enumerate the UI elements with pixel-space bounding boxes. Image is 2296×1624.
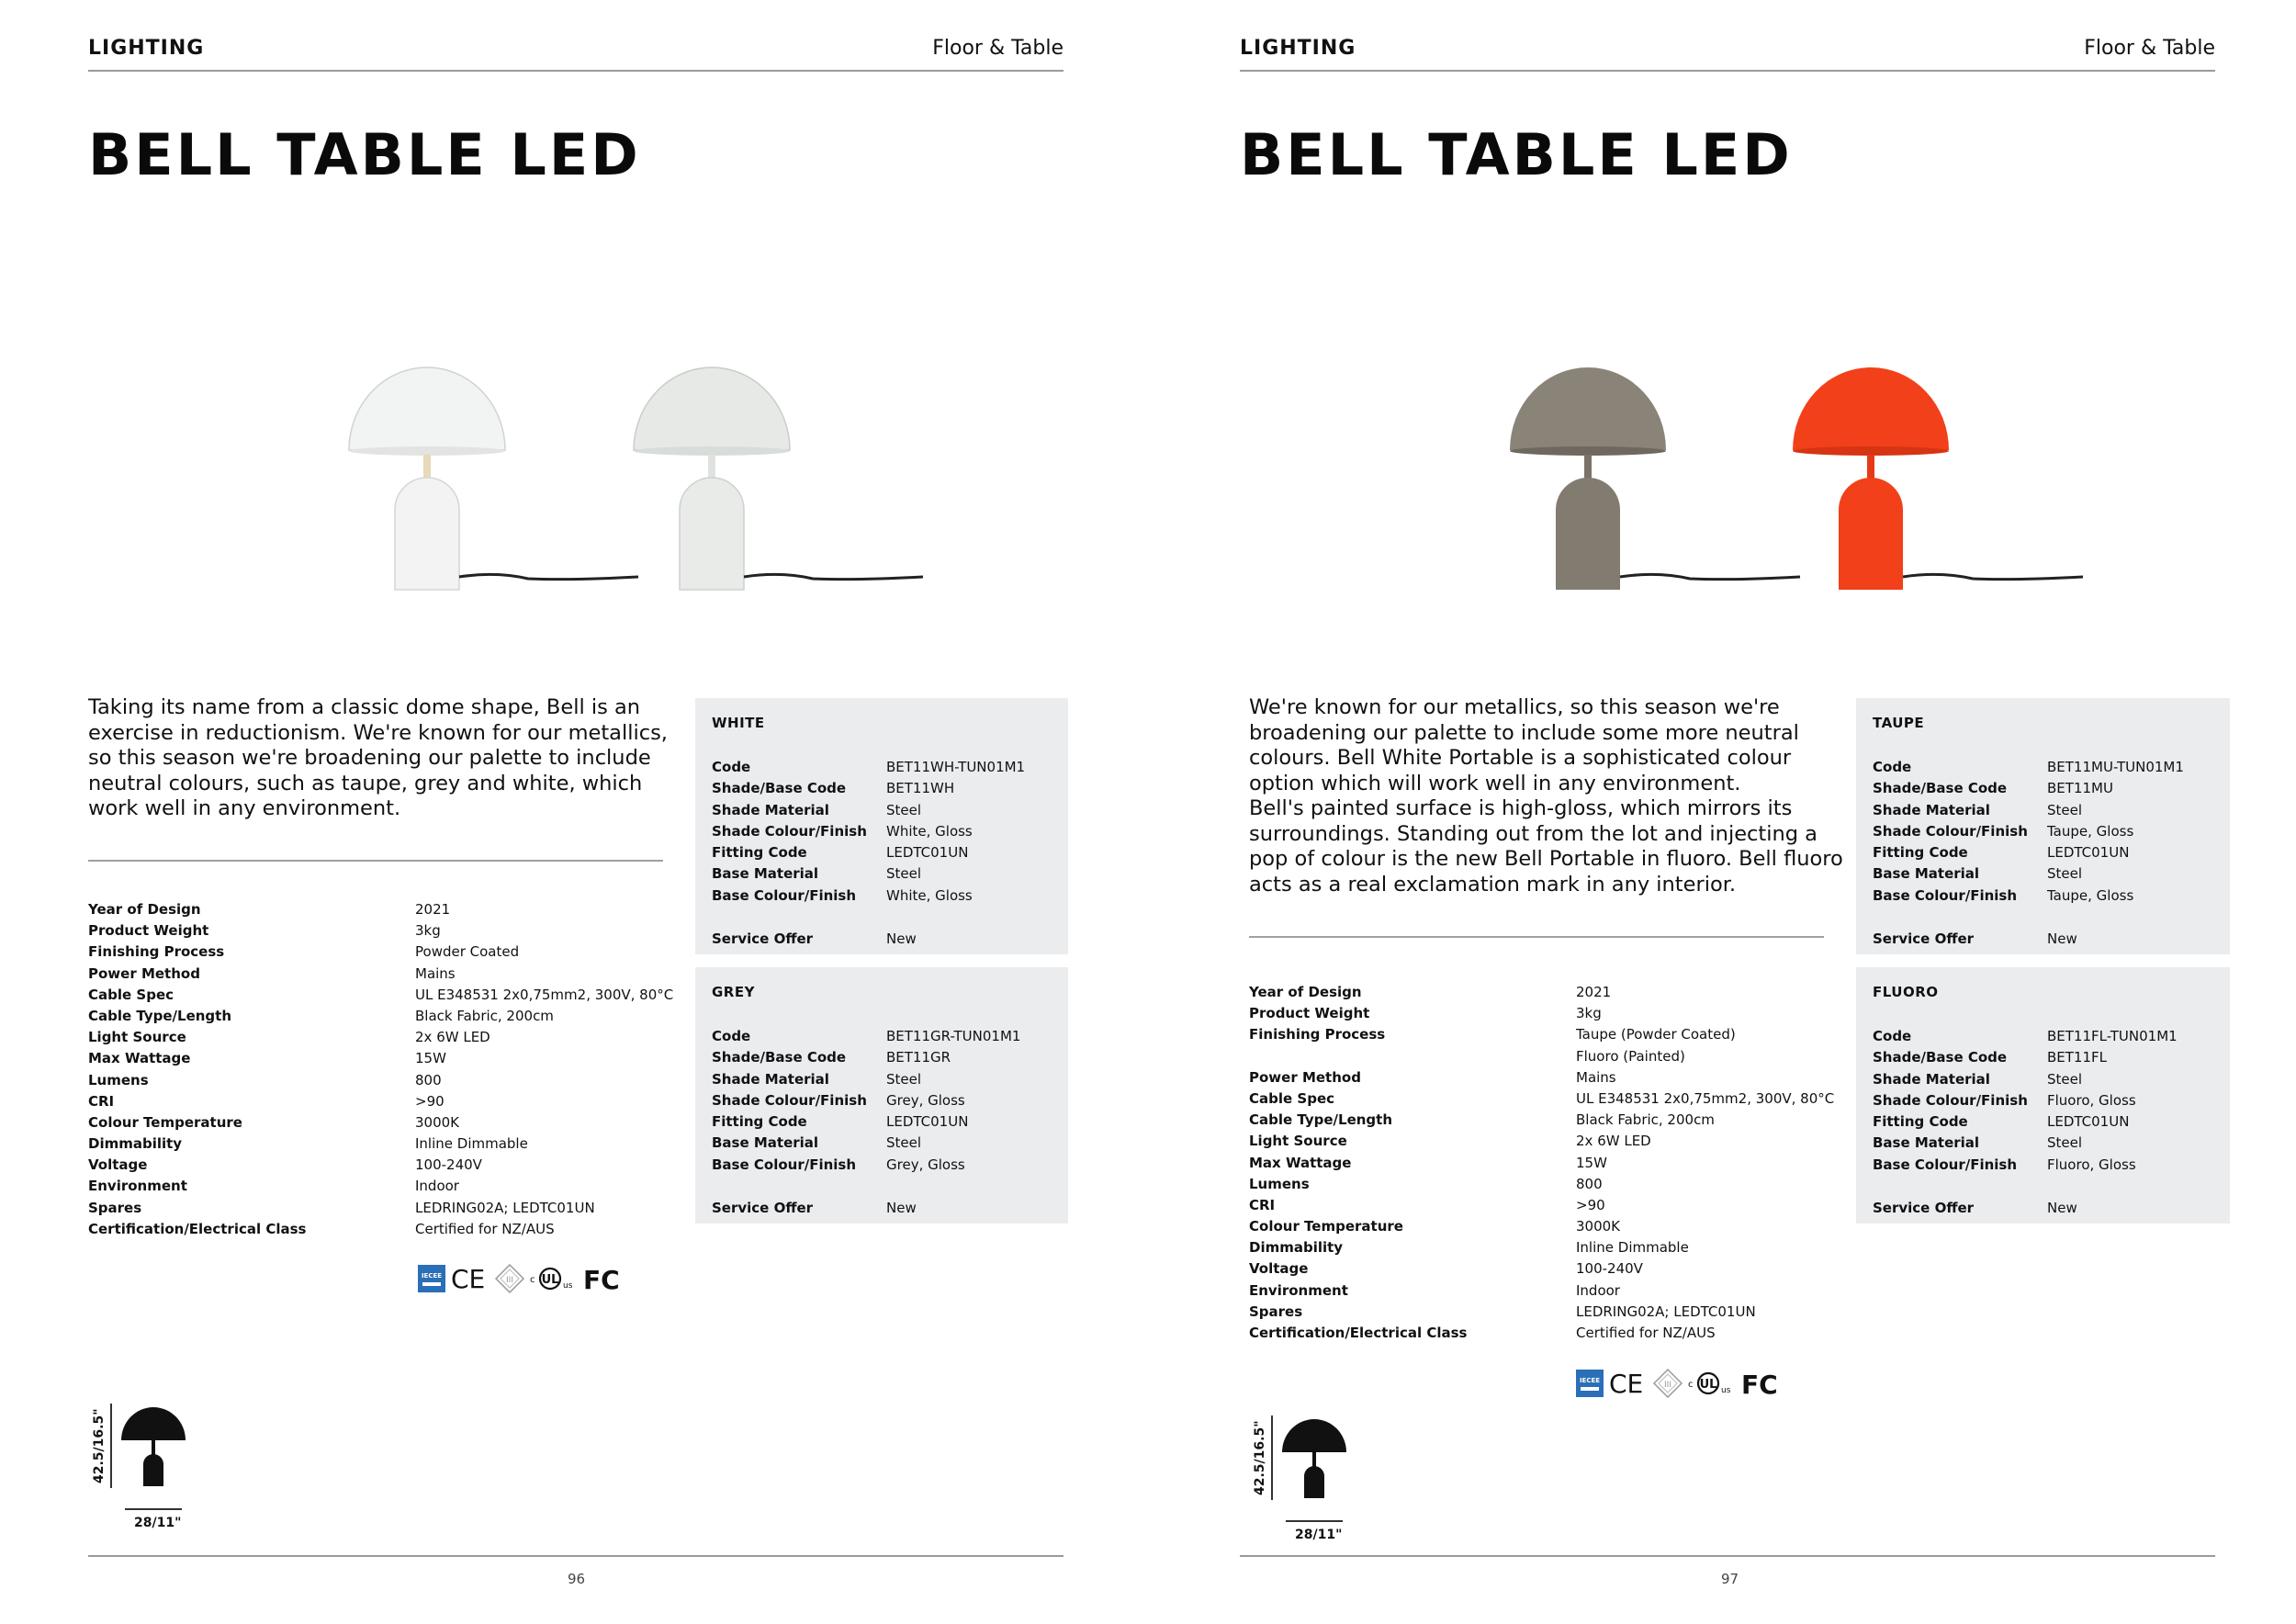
variant-spacer	[712, 1176, 1052, 1198]
variant-row	[1873, 1111, 2213, 1133]
spec-value: 3000K	[415, 1113, 460, 1131]
variant-label: Base Colour/Finish	[712, 1156, 857, 1173]
service-offer-row	[712, 1198, 1052, 1219]
dimension-diagram	[1249, 1408, 1359, 1555]
cert-fc-icon	[1741, 1370, 1776, 1401]
spec-label: Lumens	[88, 1071, 149, 1088]
spec-value: >90	[1576, 1196, 1605, 1213]
spec-value: Inline Dimmable	[1576, 1239, 1689, 1257]
variant-label: Fitting Code	[1873, 844, 1968, 862]
spec-row	[1249, 1195, 1855, 1216]
spec-row	[88, 964, 694, 985]
cert-iii-icon	[1653, 1369, 1683, 1402]
spec-row	[1249, 1302, 1855, 1323]
spec-row	[88, 1027, 694, 1048]
variant-value: LEDTC01UN	[2047, 1113, 2130, 1131]
variant-label: Base Colour/Finish	[1873, 886, 2018, 904]
variant-row	[712, 1090, 1052, 1111]
variant-value: Steel	[886, 865, 922, 883]
header-divider	[88, 70, 1064, 72]
spec-table	[1249, 982, 1855, 1344]
spec-row	[88, 1070, 694, 1091]
section-header: LIGHTING	[1240, 37, 1356, 60]
spec-value: Indoor	[415, 1178, 459, 1195]
variant-row	[1873, 842, 2213, 863]
variant-label: Shade Colour/Finish	[1873, 1091, 2028, 1109]
service-offer-label: Service Offer	[1873, 1200, 1975, 1217]
service-offer-label: Service Offer	[1873, 930, 1975, 948]
spec-label: CRI	[88, 1092, 115, 1110]
spec-value: Certified for NZ/AUS	[1576, 1325, 1716, 1341]
variant-row	[712, 863, 1052, 885]
spec-row	[1249, 1174, 1855, 1195]
variant-row	[712, 1155, 1052, 1176]
spec-label: Finishing Process	[88, 943, 225, 961]
spec-row	[88, 1176, 694, 1197]
spec-value: Taupe (Powder Coated)	[1576, 1026, 1736, 1043]
svg-text:UL: UL	[1699, 1378, 1717, 1392]
page-number: 97	[1721, 1571, 1739, 1587]
certification-logos	[418, 1264, 618, 1297]
svg-text:IECEE: IECEE	[1579, 1377, 1601, 1384]
spec-row	[88, 1048, 694, 1069]
spec-label: Dimmability	[88, 1135, 183, 1153]
spec-row	[1249, 1237, 1855, 1258]
spec-row	[88, 1155, 694, 1176]
service-offer-row	[712, 929, 1052, 950]
variant-value: Steel	[2047, 1070, 2083, 1088]
variant-spacer	[1873, 1176, 2213, 1198]
spec-row	[1249, 1153, 1855, 1174]
spec-value: UL E348531 2x0,75mm2, 300V, 80°C	[415, 986, 674, 1003]
variant-value: Steel	[2047, 801, 2083, 818]
spec-label: Voltage	[88, 1156, 148, 1174]
svg-text:us: us	[1721, 1386, 1731, 1395]
spec-label: Colour Temperature	[1249, 1218, 1403, 1235]
lamp-white	[349, 367, 638, 590]
spec-row	[1249, 1067, 1855, 1088]
variant-value: Taupe, Gloss	[2047, 822, 2134, 840]
spec-value: Mains	[1576, 1068, 1616, 1086]
variant-value: BET11FL-TUN01M1	[2047, 1028, 2178, 1044]
spec-table	[88, 899, 694, 1240]
lamp-fluoro	[1793, 367, 2083, 590]
variant-row	[1873, 1090, 2213, 1111]
spec-label: Certification/Electrical Class	[1249, 1325, 1468, 1341]
variant-value: White, Gloss	[886, 822, 973, 840]
dimension-diagram	[88, 1396, 198, 1543]
product-title: BELL TABLE LED	[1240, 121, 1793, 188]
product-description: Taking its name from a classic dome shape, Bell is an exercise in reductionism. We're known for our metallics, so this season we're broadening our palette to include neutral colours, such as taupe, grey and white, which work well in any environment.	[88, 695, 668, 820]
spec-label: Certification/Electrical Class	[88, 1220, 307, 1237]
service-offer-label: Service Offer	[712, 1200, 814, 1217]
variant-row	[1873, 757, 2213, 778]
variant-value: Fluoro, Gloss	[2047, 1091, 2136, 1109]
variant-row	[1873, 1133, 2213, 1154]
variant-row	[1873, 863, 2213, 885]
variant-label: Code	[712, 759, 751, 775]
variant-row	[712, 757, 1052, 778]
spec-row	[1249, 1003, 1855, 1024]
spec-value: 100-240V	[415, 1156, 482, 1174]
spec-label: Power Method	[1249, 1068, 1361, 1086]
variant-row	[712, 842, 1052, 863]
spec-row	[88, 1091, 694, 1112]
variant-row	[1873, 1069, 2213, 1090]
variant-row	[1873, 1047, 2213, 1068]
lamp-silhouette-icon	[121, 1402, 186, 1486]
variant-row	[712, 778, 1052, 799]
variant-value: BET11FL	[2047, 1049, 2108, 1066]
variant-value: BET11MU-TUN01M1	[2047, 759, 2184, 775]
spec-value: 15W	[415, 1050, 446, 1067]
variant-label: Base Colour/Finish	[712, 886, 857, 904]
spec-label: Light Source	[88, 1029, 186, 1046]
description-divider	[88, 860, 663, 862]
variant-spacer	[1873, 907, 2213, 929]
spec-value: 100-240V	[1576, 1260, 1643, 1278]
variant-row	[712, 1133, 1052, 1154]
spec-value: Powder Coated	[415, 943, 520, 961]
variant-label: Base Colour/Finish	[1873, 1156, 2018, 1173]
svg-text:FC: FC	[583, 1265, 618, 1292]
spec-label: Product Weight	[1249, 1005, 1370, 1022]
variant-label: Fitting Code	[712, 1113, 807, 1131]
dimension-height: 42.5/16.5"	[92, 1408, 107, 1483]
spec-row	[1249, 1046, 1855, 1067]
variant-label: Shade Material	[712, 801, 829, 818]
variant-row	[712, 800, 1052, 821]
svg-text:us: us	[563, 1281, 573, 1291]
spec-value: LEDRING02A; LEDTC01UN	[1576, 1303, 1756, 1320]
spec-value: 2021	[415, 901, 451, 918]
service-offer-label: Service Offer	[712, 930, 814, 948]
variant-label: Shade/Base Code	[1873, 780, 2008, 797]
spec-value: 15W	[1576, 1154, 1607, 1171]
spec-row	[1249, 1024, 1855, 1045]
spec-label: Max Wattage	[1249, 1154, 1352, 1171]
variant-label: Fitting Code	[712, 844, 807, 862]
cert-iecee-icon	[418, 1265, 445, 1296]
svg-text:IECEE: IECEE	[421, 1272, 443, 1280]
spec-row	[1249, 1323, 1855, 1344]
spec-row	[88, 1198, 694, 1219]
spec-row	[88, 1219, 694, 1240]
cert-ce-icon	[1609, 1370, 1648, 1401]
lamp-grey	[634, 367, 923, 590]
product-image	[331, 331, 937, 606]
spec-label: Power Method	[88, 964, 200, 982]
variant-value: White, Gloss	[886, 886, 973, 904]
variant-row	[712, 1026, 1052, 1047]
variant-row	[712, 1069, 1052, 1090]
svg-text:III: III	[506, 1276, 513, 1285]
spec-label: Colour Temperature	[88, 1113, 242, 1131]
cert-ce-icon	[451, 1265, 490, 1296]
service-offer-row	[1873, 929, 2213, 950]
spec-value: UL E348531 2x0,75mm2, 300V, 80°C	[1576, 1089, 1835, 1107]
service-offer-value: New	[2047, 1200, 2077, 1217]
spec-row	[1249, 982, 1855, 1003]
svg-text:CE: CE	[1609, 1370, 1644, 1397]
category-header: Floor & Table	[2084, 37, 2215, 60]
product-title: BELL TABLE LED	[88, 121, 641, 188]
svg-text:UL: UL	[541, 1273, 559, 1287]
product-image	[1506, 331, 2112, 606]
variant-label: Code	[1873, 759, 1912, 775]
variant-label: Shade/Base Code	[1873, 1049, 2008, 1066]
service-offer-value: New	[2047, 930, 2077, 948]
variant-value: Steel	[886, 801, 922, 818]
variant-spacer	[712, 907, 1052, 929]
spec-value: Indoor	[1576, 1281, 1620, 1299]
variant-value: BET11GR-TUN01M1	[886, 1028, 1021, 1044]
variant-value: Steel	[2047, 1134, 2083, 1152]
svg-text:c: c	[1688, 1380, 1694, 1390]
variant-row	[712, 821, 1052, 842]
variant-label: Fitting Code	[1873, 1113, 1968, 1131]
spec-value: Black Fabric, 200cm	[415, 1007, 554, 1024]
spec-value: Black Fabric, 200cm	[1576, 1111, 1715, 1129]
spec-row	[88, 920, 694, 942]
variant-row	[712, 885, 1052, 907]
footer-divider	[1240, 1555, 2215, 1557]
cert-iecee-icon	[1576, 1370, 1604, 1401]
variant-value: BET11GR	[886, 1049, 951, 1066]
variant-label: Base Material	[1873, 1134, 1980, 1152]
spec-label: Year of Design	[1249, 984, 1362, 1000]
variant-name: WHITE	[712, 715, 765, 731]
variant-value: LEDTC01UN	[2047, 844, 2130, 862]
variant-value: BET11MU	[2047, 780, 2113, 797]
page-right	[1148, 0, 2296, 1624]
variant-value: Steel	[886, 1070, 922, 1088]
spec-value: 3kg	[415, 922, 441, 940]
spec-value: Fluoro (Painted)	[1576, 1047, 1685, 1065]
variant-value: BET11WH	[886, 780, 955, 797]
spec-value: Certified for NZ/AUS	[415, 1220, 555, 1237]
spec-label: Spares	[1249, 1303, 1303, 1320]
spec-value: 2021	[1576, 984, 1612, 1000]
lamp-silhouette-icon	[1282, 1414, 1346, 1498]
certification-logos	[1576, 1369, 1776, 1402]
dimension-width: 28/11"	[134, 1516, 182, 1530]
variant-row	[1873, 800, 2213, 821]
variant-name: FLUORO	[1873, 984, 1939, 1000]
variant-value: Grey, Gloss	[886, 1156, 965, 1173]
service-offer-value: New	[886, 930, 917, 948]
spec-label: Spares	[88, 1199, 142, 1216]
header-divider	[1240, 70, 2215, 72]
variant-row	[712, 1111, 1052, 1133]
spec-row	[1249, 1216, 1855, 1237]
variant-panel-white	[695, 698, 1068, 954]
variant-value: Taupe, Gloss	[2047, 886, 2134, 904]
spec-label: Max Wattage	[88, 1050, 191, 1067]
cert-culus-icon	[1688, 1370, 1736, 1401]
width-rule	[125, 1508, 182, 1510]
spec-value: Mains	[415, 964, 456, 982]
lamp-taupe	[1510, 367, 1800, 590]
spec-label: Dimmability	[1249, 1239, 1344, 1257]
spec-row	[1249, 1088, 1855, 1110]
spec-value: Inline Dimmable	[415, 1135, 528, 1153]
spec-label: Cable Spec	[1249, 1089, 1335, 1107]
spec-row	[88, 1006, 694, 1027]
variant-label: Shade Material	[1873, 801, 1990, 818]
variant-value: Fluoro, Gloss	[2047, 1156, 2136, 1173]
spec-label: Voltage	[1249, 1260, 1309, 1278]
variant-row	[1873, 1155, 2213, 1176]
variant-panel-grey	[695, 967, 1068, 1224]
section-header: LIGHTING	[88, 37, 205, 60]
spec-value: 3kg	[1576, 1005, 1602, 1022]
spec-value: 2x 6W LED	[1576, 1133, 1651, 1150]
spec-row	[88, 899, 694, 920]
variant-value: LEDTC01UN	[886, 1113, 969, 1131]
spec-label: Cable Type/Length	[88, 1007, 232, 1024]
svg-text:CE: CE	[451, 1265, 486, 1292]
variant-value: Steel	[886, 1134, 922, 1152]
spec-row	[1249, 1131, 1855, 1152]
variant-label: Shade Material	[1873, 1070, 1990, 1088]
spec-label: Environment	[88, 1178, 187, 1195]
variant-value: LEDTC01UN	[886, 844, 969, 862]
spec-label: Light Source	[1249, 1133, 1347, 1150]
variant-row	[712, 1047, 1052, 1068]
variant-row	[1873, 1026, 2213, 1047]
cert-iii-icon	[495, 1264, 524, 1297]
width-rule	[1286, 1520, 1343, 1522]
spec-label: Finishing Process	[1249, 1026, 1386, 1043]
dimension-height: 42.5/16.5"	[1253, 1420, 1267, 1495]
spec-row	[88, 942, 694, 963]
spec-label: Product Weight	[88, 922, 209, 940]
cert-fc-icon	[583, 1265, 618, 1296]
variant-label: Shade/Base Code	[712, 1049, 847, 1066]
variant-label: Code	[712, 1028, 751, 1044]
height-rule	[1271, 1415, 1273, 1500]
variant-label: Shade Colour/Finish	[712, 822, 867, 840]
service-offer-row	[1873, 1198, 2213, 1219]
spec-value: 800	[415, 1071, 442, 1088]
svg-text:III: III	[1664, 1381, 1671, 1390]
page-number: 96	[568, 1571, 586, 1587]
spec-row	[1249, 1280, 1855, 1302]
variant-panel-taupe	[1856, 698, 2230, 954]
variant-value: Grey, Gloss	[886, 1091, 965, 1109]
spec-row	[1249, 1258, 1855, 1280]
svg-text:c: c	[530, 1275, 535, 1285]
spec-label: Cable Type/Length	[1249, 1111, 1393, 1129]
variant-row	[1873, 885, 2213, 907]
variant-panel-fluoro	[1856, 967, 2230, 1224]
variant-value: BET11WH-TUN01M1	[886, 759, 1026, 775]
spec-value: 3000K	[1576, 1218, 1621, 1235]
spec-row	[88, 1133, 694, 1155]
variant-label: Shade/Base Code	[712, 780, 847, 797]
spec-row	[1249, 1110, 1855, 1131]
variant-label: Shade Colour/Finish	[1873, 822, 2028, 840]
variant-value: Steel	[2047, 865, 2083, 883]
service-offer-value: New	[886, 1200, 917, 1217]
variant-label: Shade Colour/Finish	[712, 1091, 867, 1109]
spec-label: CRI	[1249, 1196, 1276, 1213]
variant-name: GREY	[712, 984, 755, 1000]
spec-value: LEDRING02A; LEDTC01UN	[415, 1199, 595, 1216]
category-header: Floor & Table	[932, 37, 1064, 60]
spec-row	[88, 985, 694, 1006]
spec-label: Environment	[1249, 1281, 1348, 1299]
variant-label: Base Material	[712, 1134, 819, 1152]
spec-label: Lumens	[1249, 1175, 1310, 1192]
spec-label: Cable Spec	[88, 986, 174, 1003]
footer-divider	[88, 1555, 1064, 1557]
variant-row	[1873, 821, 2213, 842]
spec-value: 2x 6W LED	[415, 1029, 490, 1046]
variant-row	[1873, 778, 2213, 799]
spec-label: Year of Design	[88, 901, 201, 918]
variant-name: TAUPE	[1873, 715, 1925, 731]
svg-text:FC: FC	[1741, 1370, 1776, 1397]
variant-label: Base Material	[1873, 865, 1980, 883]
product-description: We're known for our metallics, so this season we're broadening our palette to include some more neutral colours. Bell White Portable is a sophisticated colour option which will work well in any environment. Bell's painted surface is high-gloss, which mirrors its surroundings. Standing out from the lot and injecting a pop of colour is the new Bell Portable in fluoro. Bell fluoro acts as a real exclamation mark in any interior.	[1249, 695, 1843, 897]
spec-row	[88, 1112, 694, 1133]
variant-label: Code	[1873, 1028, 1912, 1044]
height-rule	[110, 1404, 112, 1488]
dimension-width: 28/11"	[1295, 1528, 1343, 1542]
variant-label: Base Material	[712, 865, 819, 883]
spec-value: >90	[415, 1092, 445, 1110]
spec-value: 800	[1576, 1175, 1603, 1192]
description-divider	[1249, 936, 1824, 938]
variant-label: Shade Material	[712, 1070, 829, 1088]
cert-culus-icon	[530, 1265, 578, 1296]
